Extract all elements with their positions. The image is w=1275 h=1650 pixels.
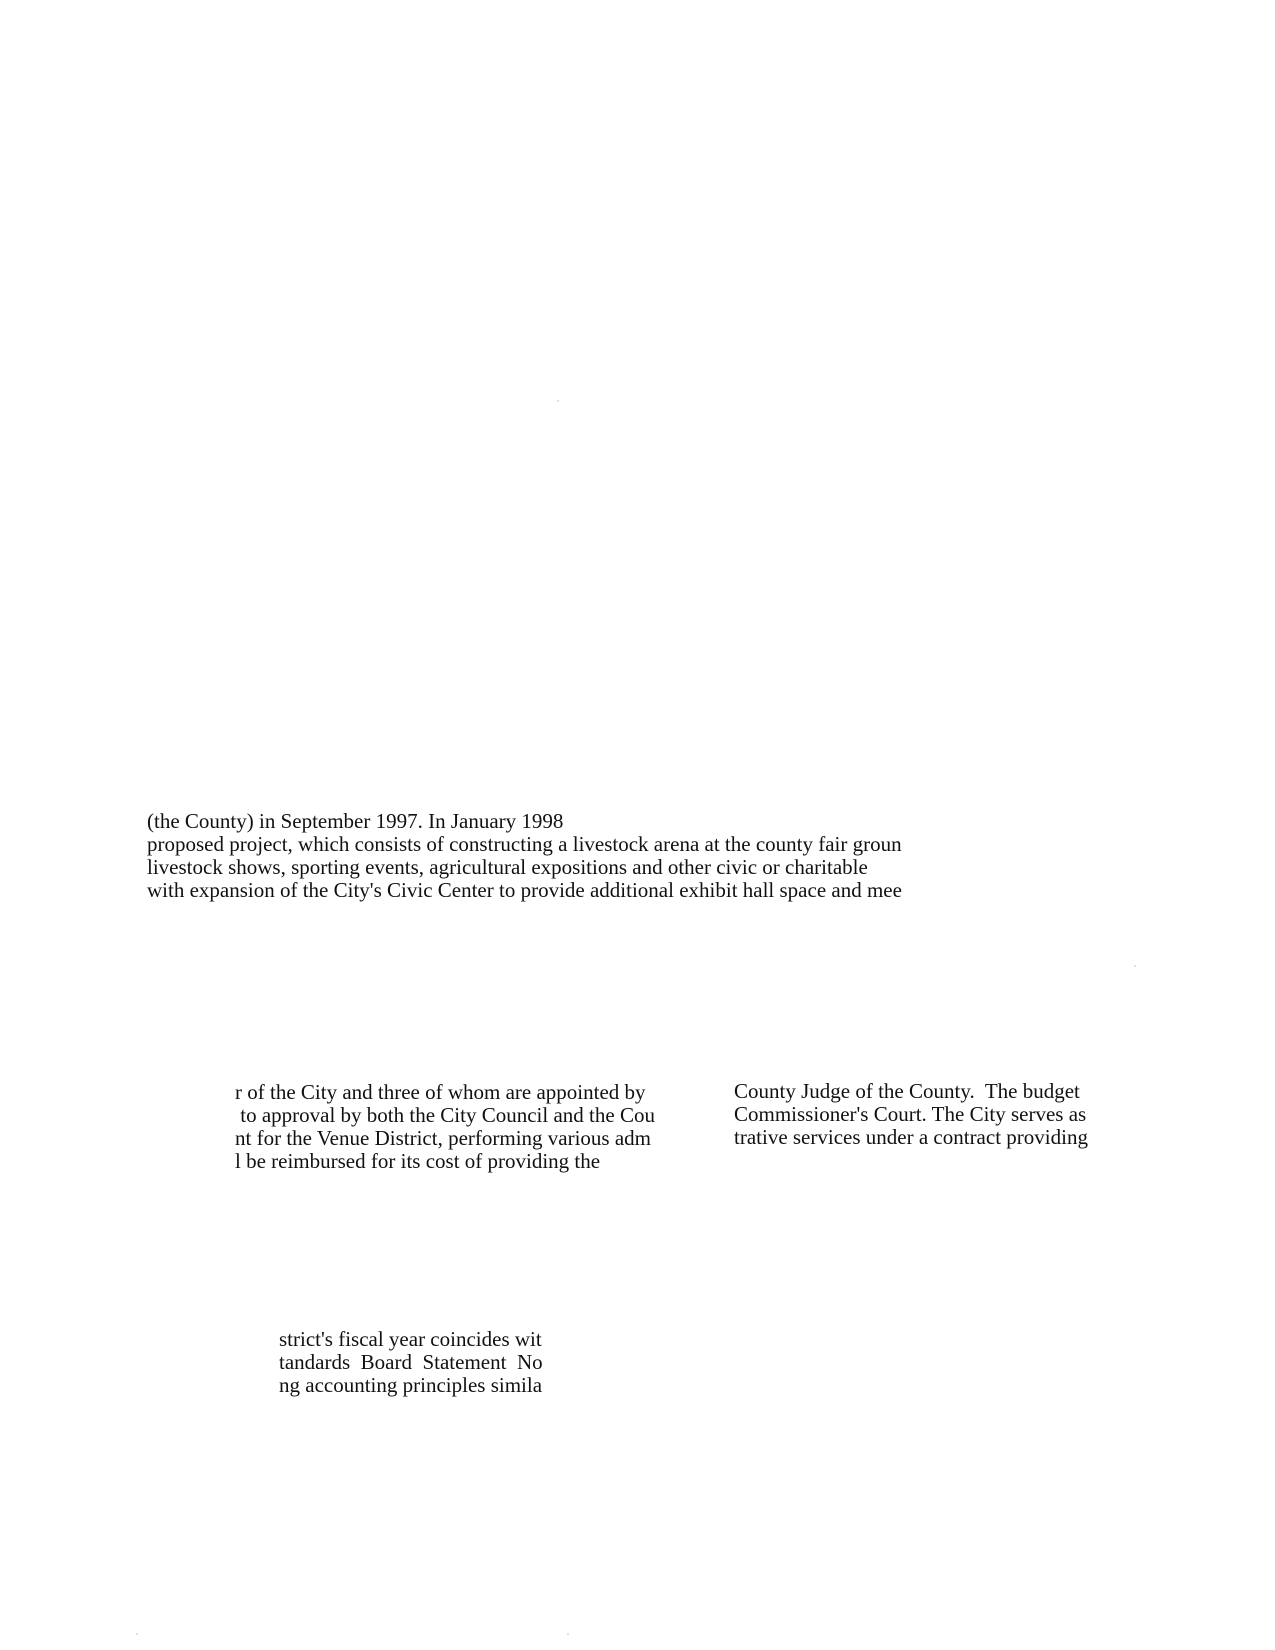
governance-paragraph-right-fragment (734, 1080, 1088, 1149)
scan-speck (567, 1633, 569, 1635)
text-line: r of the City and three of whom are appointed by (235, 1080, 646, 1104)
text-line: trative services under a contract providing (734, 1125, 1088, 1149)
text-line: strict's fiscal year coincides wit (279, 1327, 542, 1351)
text-line: nt for the Venue District, performing various adm (235, 1126, 652, 1150)
text-line: to approval by both the City Council and the Cou (235, 1103, 655, 1127)
scan-speck (136, 1633, 138, 1635)
scan-speck (1134, 965, 1136, 967)
text-line: tandards Board Statement No (279, 1350, 543, 1374)
text-line: County Judge of the County. The budget (734, 1079, 1080, 1103)
text-line: proposed project, which consists of constructing a livestock arena at the county fair groun (147, 832, 902, 856)
text-line: Commissioner's Court. The City serves as (734, 1102, 1087, 1126)
scan-speck (557, 400, 559, 402)
text-line: l be reimbursed for its cost of providing the (235, 1149, 601, 1173)
text-line: ng accounting principles simila (279, 1373, 543, 1397)
intro-paragraph-fragment (147, 810, 902, 902)
governance-paragraph-left-fragment (235, 1081, 655, 1173)
text-line: (the County) in September 1997. In January 1998 (147, 809, 564, 833)
text-line: livestock shows, sporting events, agricultural expositions and other civic or charitable (147, 855, 868, 879)
text-line: with expansion of the City's Civic Center to provide additional exhibit hall space and mee (147, 878, 902, 902)
accounting-paragraph-fragment (279, 1328, 543, 1397)
